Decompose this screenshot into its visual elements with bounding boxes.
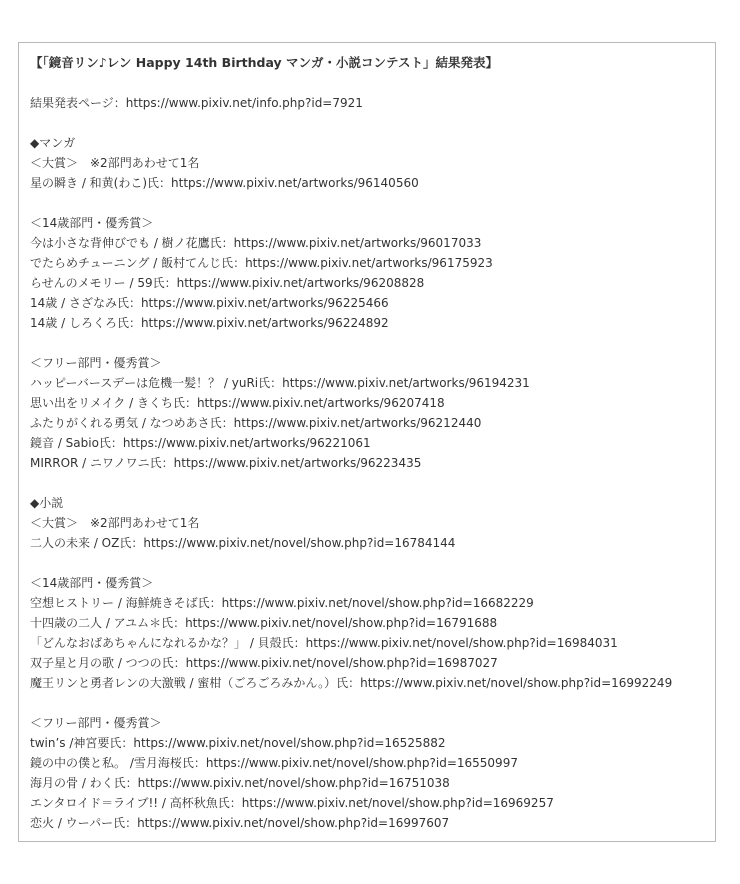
novel-free-entry: 鏡の中の僕と私。 /雪月海桜氏：https://www.pixiv.net/novel/show.php?id=16550997 <box>30 756 518 770</box>
manga-heading: ◆マンガ <box>30 136 76 150</box>
manga-free-entry: ハッピーバースデーは危機一髪！？ / yuRi氏：https://www.pixiv.net/artworks/96194231 <box>30 376 530 390</box>
novel-age14-entry: 魔王リンと勇者レンの大激戦 / 蜜柑（ごろごろみかん。）氏：https://www.pixiv.net/novel/show.php?id=16992249 <box>30 676 673 690</box>
manga-free-entry: 鏡音 / Sabio氏：https://www.pixiv.net/artworks/96221061 <box>30 436 371 450</box>
novel-age14-entry: 「どんなおばあちゃんになれるかな？」 / 貝殻氏：https://www.pixiv.net/novel/show.php?id=16984031 <box>30 636 618 650</box>
novel-age14-entry: 双子星と月の歌 / つつの氏：https://www.pixiv.net/novel/show.php?id=16987027 <box>30 656 498 670</box>
novel-heading: ◆小説 <box>30 496 64 510</box>
spacer <box>30 113 710 133</box>
novel-age14-heading: ＜14歳部門・優秀賞＞ <box>30 576 154 590</box>
spacer <box>30 333 710 353</box>
manga-age14-entry: らせんのメモリー / 59氏：https://www.pixiv.net/artworks/96208828 <box>30 276 425 290</box>
manga-age14-entry: でたらめチューニング / 飯村てんじ氏：https://www.pixiv.net/artworks/96175923 <box>30 256 493 270</box>
manga-age14-entry: 14歳 / さざなみ氏：https://www.pixiv.net/artworks/96225466 <box>30 296 389 310</box>
novel-free-entry: エンタロイド＝ライブ!! / 高杯秋魚氏：https://www.pixiv.net/novel/show.php?id=16969257 <box>30 796 554 810</box>
spacer <box>30 73 710 93</box>
novel-grand-prize-heading: ＜大賞＞ ※2部門あわせて1名 <box>30 516 200 530</box>
novel-free-entry: 海月の骨 / わく氏：https://www.pixiv.net/novel/show.php?id=16751038 <box>30 776 450 790</box>
results-page-line: 結果発表ページ：https://www.pixiv.net/info.php?id=7921 <box>30 96 363 110</box>
announcement-content <box>30 53 710 833</box>
manga-free-entry: 思い出をリメイク / きくち氏：https://www.pixiv.net/artworks/96207418 <box>30 396 445 410</box>
contest-title: 【「鏡音リン♪レン Happy 14th Birthday マンガ・小説コンテスト」結果発表】 <box>30 55 499 70</box>
manga-grand-prize-heading: ＜大賞＞ ※2部門あわせて1名 <box>30 156 200 170</box>
novel-free-heading: ＜フリー部門・優秀賞＞ <box>30 716 162 730</box>
manga-free-entry: MIRROR / ニワノワニ氏：https://www.pixiv.net/artworks/96223435 <box>30 456 422 470</box>
announcement-box <box>18 42 716 842</box>
novel-free-entry: twin’s /神宮要氏：https://www.pixiv.net/novel/show.php?id=16525882 <box>30 736 446 750</box>
spacer <box>30 473 710 493</box>
spacer <box>30 193 710 213</box>
spacer <box>30 693 710 713</box>
novel-age14-entry: 空想ヒストリー / 海鮮焼きそば氏：https://www.pixiv.net/novel/show.php?id=16682229 <box>30 596 534 610</box>
manga-free-heading: ＜フリー部門・優秀賞＞ <box>30 356 162 370</box>
novel-grand-prize-entry: 二人の未来 / OZ氏：https://www.pixiv.net/novel/show.php?id=16784144 <box>30 536 456 550</box>
manga-free-entry: ふたりがくれる勇気 / なつめあさ氏：https://www.pixiv.net/artworks/96212440 <box>30 416 482 430</box>
manga-grand-prize-entry: 星の瞬き / 和黄(わこ)氏：https://www.pixiv.net/artworks/96140560 <box>30 176 419 190</box>
spacer <box>30 553 710 573</box>
manga-age14-entry: 14歳 / しろくろ氏：https://www.pixiv.net/artworks/96224892 <box>30 316 389 330</box>
novel-age14-entry: 十四歳の二人 / アユム＊氏：https://www.pixiv.net/novel/show.php?id=16791688 <box>30 616 498 630</box>
novel-free-entry: 恋火 / ウーパー氏：https://www.pixiv.net/novel/show.php?id=16997607 <box>30 816 450 830</box>
manga-age14-heading: ＜14歳部門・優秀賞＞ <box>30 216 154 230</box>
manga-age14-entry: 今は小さな背伸びでも / 樹ノ花鷹氏：https://www.pixiv.net/artworks/96017033 <box>30 236 482 250</box>
